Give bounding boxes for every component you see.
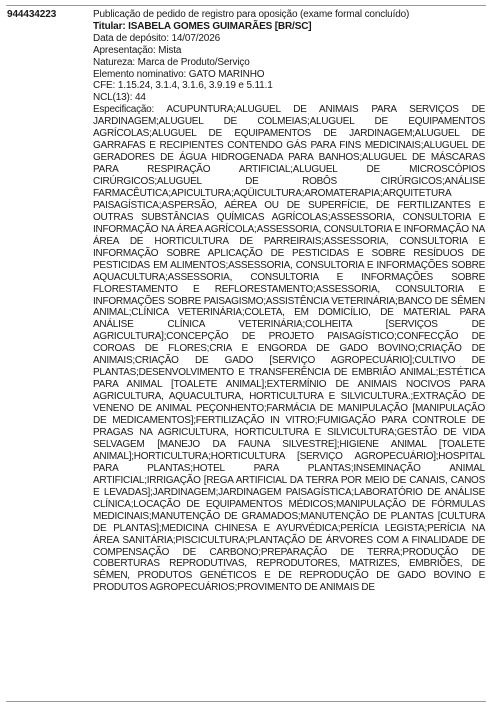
filing-date-label: Data de depósito: [93,32,172,44]
specification-label: Especificação: [93,104,167,116]
nature-value: Marca de Produto/Serviço [137,56,250,68]
record-details [93,9,485,594]
holder-line [93,21,485,33]
dispatch-text: Publicação de pedido de registro para oposição (exame formal concluído) [93,9,410,20]
specification-value: ACUPUNTURA;ALUGUEL DE ANIMAIS PARA SERVIÇOS DE JARDINAGEM;ALUGUEL DE COLMEIAS;ALUGUEL DE EQUIPAMENTOS AGRÍCOLAS;ALUGUEL DE EQUIPAMENTOS DE JARDINAGEM;ALUGUEL DE GARRAFAS E RECIPIENTES CONTENDO GÁS PARA FINS MEDICINAIS;ALUGUEL DE GERADORES DE ÁGUA HIDROGENADA PARA BANHOS;ALUGUEL DE MÁSCARAS PARA RESPIRAÇÃO ARTIFICIAL;ALUGUEL DE MICROSCÓPIOS CIRÚRGICOS;ALUGUEL DE ROBÔS CIRÚRGICOS;ANÁLISE FARMACÊUTICA;APICULTURA;AQÜICULTURA;AROMATERAPIA;ARQUITETURA PAISAGÍSTICA;ASPERSÃO, AÉREA OU DE SUPERFÍCIE, DE FERTILIZANTES E OUTRAS SUBSTÂNCIAS QUÍMICAS AGRÍCOLAS;ASSESSORIA, CONSULTORIA E INFORMAÇÃO NA ÁREA AGRÍCOLA;ASSESSORIA, CONSULTORIA E INFORMAÇÃO NA ÁREA DE HORTICULTURA DE PARREIRAIS;ASSESSORIA, CONSULTORIA E INFORMAÇÃO SOBRE APLICAÇÃO DE PESTICIDAS E SOBRE RESÍDUOS DE PESTICIDAS EM ALIMENTOS;ASSESSORIA, CONSULTORIA E INFORMAÇÕES SOBRE AQUACULTURA;ASSESSORIA, CONSULTORIA E INFORMAÇÕES SOBRE FLORESTAMENTO E REFLORESTAMENTO;ASSESSORIA, CONSULTORIA E INFORMAÇÕES SOBRE PAISAGISMO;ASSISTÊNCIA VETERINÁRIA;BANCO DE SÊMEN ANIMAL;CLÍNICA VETERINÁRIA;COLETA, EM DOMICÍLIO, DE MATERIAL PARA ANÁLISE CLÍNICA VETERINÁRIA;COLHEITA [SERVIÇOS DE AGRICULTURA];CONCEPÇÃO DE PROJETO PAISAGÍSTICO;CONFECÇÃO DE COROAS DE FLORES;CRIA E ENGORDA DE GADO BOVINO;CRIAÇÃO DE ANIMAIS;CRIAÇÃO DE GADO [SERVIÇO AGROPECUÁRIO];CULTIVO DE PLANTAS;DESENVOLVIMENTO E TRANSFERÊNCIA DE EMBRIÃO ANIMAL;ESTÉTICA PARA ANIMAL [TOALETE ANIMAL];EXTERMÍNIO DE ANIMAIS NOCIVOS PARA AGRICULTURA, AQUACULTURA, HORTICULTURA E SILVICULTURA.;EXTRAÇÃO DE VENENO DE ANIMAL PEÇONHENTO;FARMÁCIA DE MANIPULAÇÃO [MANIPULAÇÃO DE MEDICAMENTOS];FERTILIZAÇÃO IN VITRO;FUMIGAÇÃO PARA CONTROLE DE PRAGAS NA AGRICULTURA, HORTICULTURA E SILVICULTURA;GESTÃO DE VIDA SELVAGEM [MANEJO DA FAUNA SILVESTRE];HIGIENE ANIMAL [TOALETE ANIMAL];HORTICULTURA;HORTICULTURA [SERVIÇO AGROPECUÁRIO];HOSPITAL PARA PLANTAS;HOTEL PARA PLANTAS;INSEMINAÇÃO ANIMAL ARTIFICIAL;IRRIGAÇÃO [REGA ARTIFICIAL DA TERRA POR MEIO DE CANAIS, CANOS E LEVADAS];JARDINAGEM;JARDINAGEM PAISAGÍSTICA;LABORATÓRIO DE ANÁLISE CLÍNICA;LOCAÇÃO DE EQUIPAMENTOS MÉDICOS;MANIPULAÇÃO DE FÓRMULAS MEDICINAIS;MANUTENÇÃO DE GRAMADOS;MANUTENÇÃO DE PLANTAS [CULTURA DE PLANTAS];MEDICINA CHINESA E AYURVÉDICA;PERÍCIA LEGISTA;PERÍCIA NA ÁREA SANITÁRIA;PISCICULTURA;PLANTAÇÃO DE ÁRVORES COM A FINALIDADE DE COMPENSAÇÃO DE CARBONO;PREPARAÇÃO DE TERRA;PRODUÇÃO DE COBERTURAS REPRODUTIVAS, REPRODUTORES, MATRIZES, EMBRIÕES, DE SÊMEN, PRODUTOS GENÉTICOS E DE REPRODUÇÃO DE GADO BOVINO E PRODUTOS AGROPECUÁRIOS;PROVIMENTO DE ANIMAIS DE [93,104,485,594]
process-number: 944434223 [7,9,57,20]
filing-date-value: 14/07/2026 [171,32,221,44]
ncl-value: 44 [135,92,146,104]
presentation-label: Apresentação: [93,44,159,56]
top-divider [6,5,486,6]
filing-date-line [93,33,485,45]
nominative-element-line [93,69,485,81]
specification-text [93,104,485,594]
nominative-element-value: GATO MARINHO [188,68,265,80]
nature-label: Natureza: [93,56,138,68]
nature-line [93,57,485,69]
ncl-label: NCL(13): [93,92,135,104]
presentation-value: Mista [158,44,182,56]
holder-name: ISABELA GOMES GUIMARÃES [BR/SC] [128,20,312,32]
cfe-value: 1.15.24, 3.1.4, 3.1.6, 3.9.19 e 5.11.1 [117,80,273,92]
nominative-element-label: Elemento nominativo: [93,68,189,80]
holder-label: Titular: [93,20,129,32]
bottom-divider [6,701,486,702]
cfe-label: CFE: [93,80,118,92]
cfe-line [93,80,485,92]
ncl-line [93,92,485,104]
presentation-line [93,45,485,57]
